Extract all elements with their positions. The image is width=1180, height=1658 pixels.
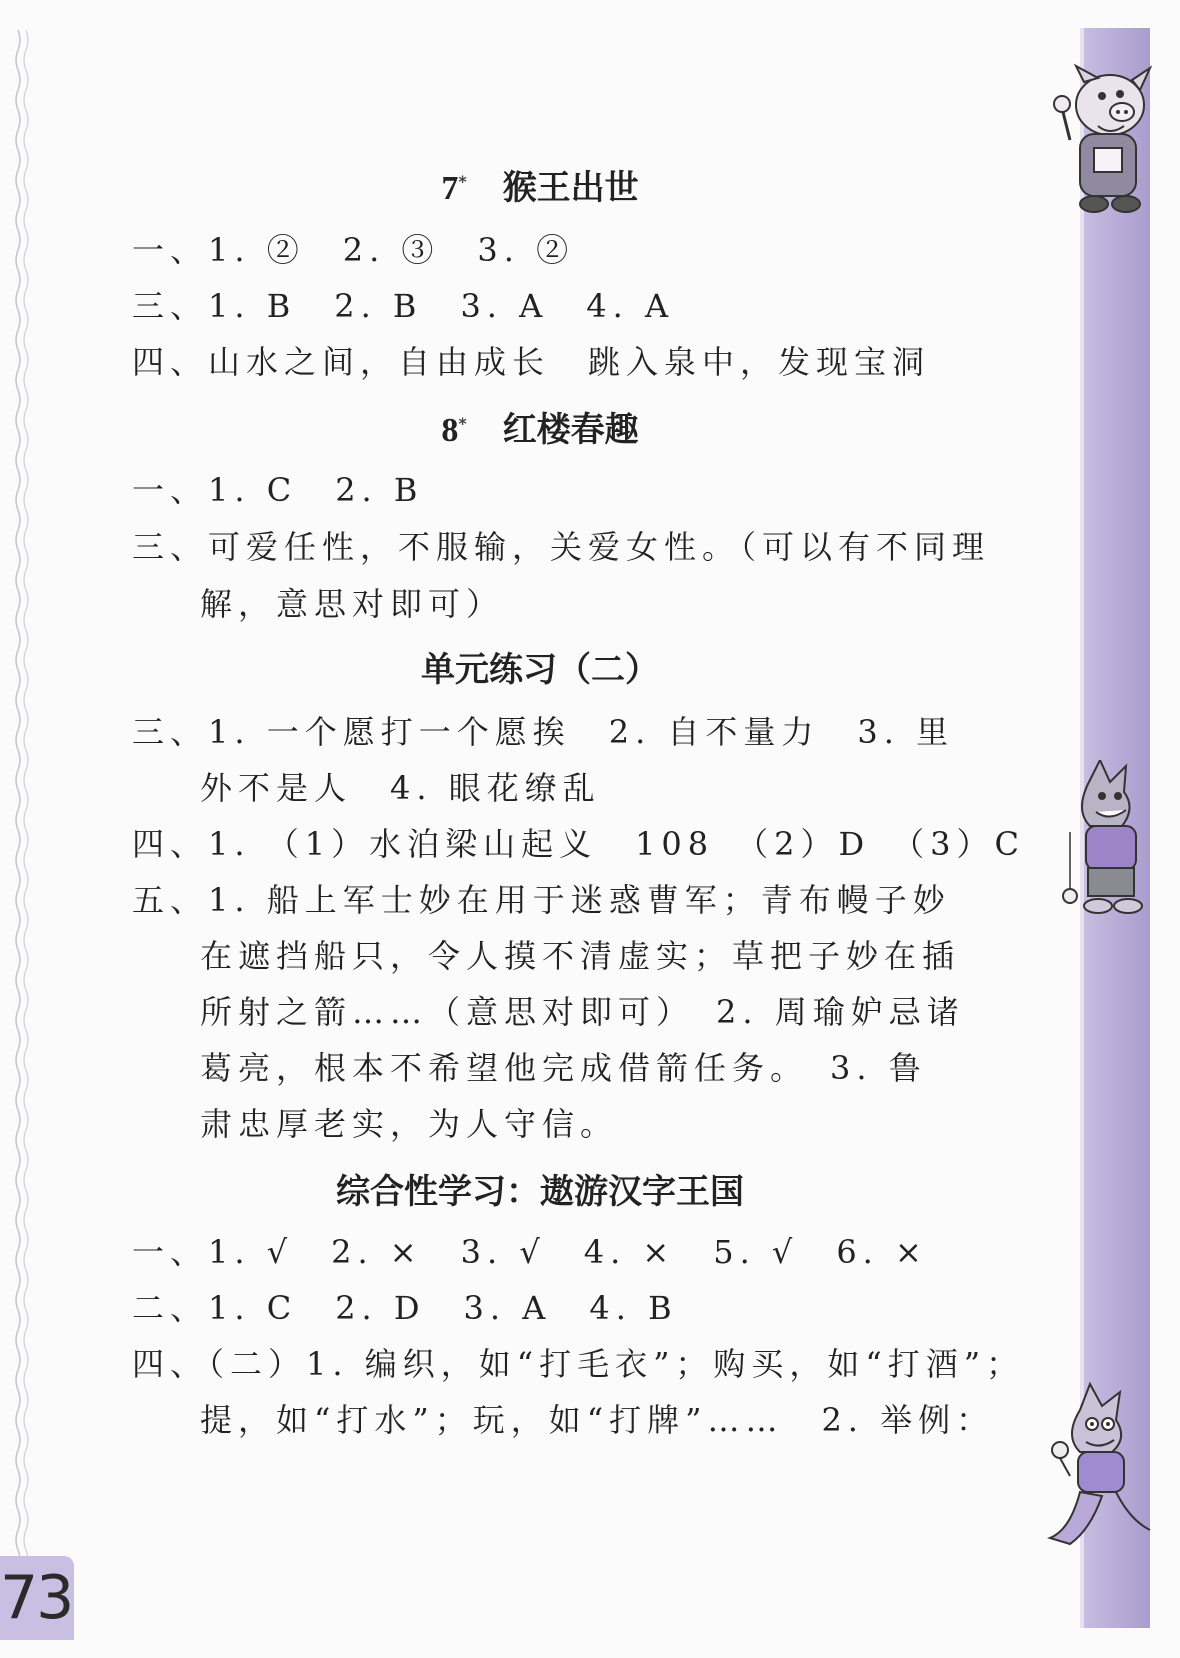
answer-line: 四、（二）1. 编织，如“打毛衣”；购买，如“打酒”；	[132, 1345, 1025, 1383]
answer-line: 解，意思对即可）	[200, 585, 505, 623]
section-heading	[0, 1164, 1080, 1213]
answer-line: 五、1. 船上军士妙在用于迷惑曹军；青布幔子妙	[132, 881, 951, 919]
answer-line: 在遮挡船只，令人摸不清虚实；草把子妙在插	[200, 937, 961, 975]
section-star-mark: *	[458, 171, 467, 191]
answer-line: 肃忠厚老实，为人守信。	[200, 1105, 619, 1143]
section-title-text: 单元练习（二）	[421, 650, 659, 690]
answer-line: 三、1. 一个愿打一个愿挨 2. 自不量力 3. 里	[132, 713, 955, 751]
section-heading	[0, 160, 1080, 209]
answer-line: 葛亮，根本不希望他完成借箭任务。 3. 鲁	[200, 1049, 927, 1087]
section-star-mark: *	[458, 413, 467, 433]
answer-line: 一、1. C 2. B	[132, 471, 424, 509]
section-title-text: 红楼春趣	[502, 410, 639, 450]
answer-line: 所射之箭……（意思对即可） 2. 周瑜妒忌诸	[200, 993, 965, 1031]
page-number: 73	[0, 1556, 74, 1640]
section-title-text: 综合性学习：遨游汉字王国	[336, 1172, 744, 1212]
answer-line: 三、1. B 2. B 3. A 4. A	[132, 287, 675, 325]
answer-line: 提，如“打水”；玩，如“打牌”…… 2. 举例：	[200, 1401, 995, 1439]
answer-line: 一、1. ② 2. ③ 3. ②	[132, 231, 575, 269]
section-heading	[0, 402, 1080, 451]
answer-line: 四、1. （1）水泊梁山起义 108 （2）D （3）C	[132, 825, 1026, 863]
section-heading	[0, 642, 1080, 691]
answer-line: 三、可爱任性，不服输，关爱女性。（可以有不同理	[132, 528, 991, 566]
answer-line: 四、山水之间，自由成长 跳入泉中，发现宝洞	[132, 343, 931, 381]
answer-line: 二、1. C 2. D 3. A 4. B	[132, 1289, 678, 1327]
answer-line: 一、1. √ 2. × 3. √ 4. × 5. √ 6. ×	[132, 1233, 928, 1271]
section-number: 8	[441, 412, 459, 449]
section-title-text: 猴王出世	[502, 168, 639, 208]
answer-line: 外不是人 4. 眼花缭乱	[200, 769, 601, 807]
section-number: 7	[441, 170, 459, 207]
